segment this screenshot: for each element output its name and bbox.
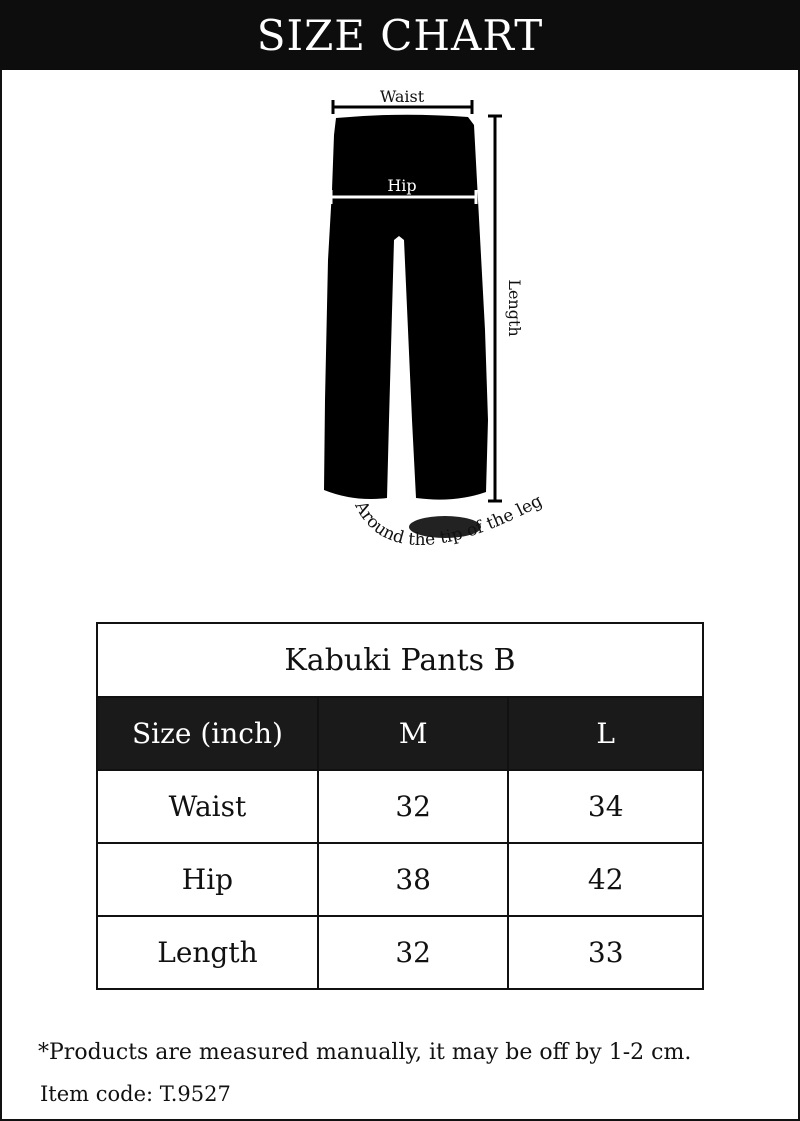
pants-diagram — [0, 70, 800, 590]
pants-silhouette — [324, 115, 488, 500]
cell-waist-m: 32 — [318, 770, 509, 843]
row-label-length: Length — [97, 916, 318, 989]
table-title: Kabuki Pants B — [97, 623, 703, 697]
column-header-m: M — [318, 697, 509, 770]
table-row — [97, 843, 703, 916]
row-label-hip: Hip — [97, 843, 318, 916]
length-measure-line — [488, 116, 502, 501]
leg-opening-label: Around the tip of the leg — [350, 491, 546, 551]
table-title-row — [97, 623, 703, 697]
cell-length-l: 33 — [508, 916, 703, 989]
table-row — [97, 770, 703, 843]
length-label: Length — [505, 279, 524, 337]
cell-waist-l: 34 — [508, 770, 703, 843]
hip-label: Hip — [387, 176, 417, 195]
waist-label: Waist — [379, 87, 425, 106]
cell-hip-m: 38 — [318, 843, 509, 916]
table-row — [97, 916, 703, 989]
cell-hip-l: 42 — [508, 843, 703, 916]
header-bar — [0, 0, 800, 70]
column-header-l: L — [508, 697, 703, 770]
table-header-row — [97, 697, 703, 770]
measurement-note: *Products are measured manually, it may be off by 1-2 cm. — [38, 1040, 692, 1065]
cell-length-m: 32 — [318, 916, 509, 989]
row-label-waist: Waist — [97, 770, 318, 843]
column-header-size: Size (inch) — [97, 697, 318, 770]
size-table — [96, 622, 704, 990]
page-title: SIZE CHART — [256, 10, 544, 60]
item-code: Item code: T.9527 — [40, 1082, 231, 1106]
